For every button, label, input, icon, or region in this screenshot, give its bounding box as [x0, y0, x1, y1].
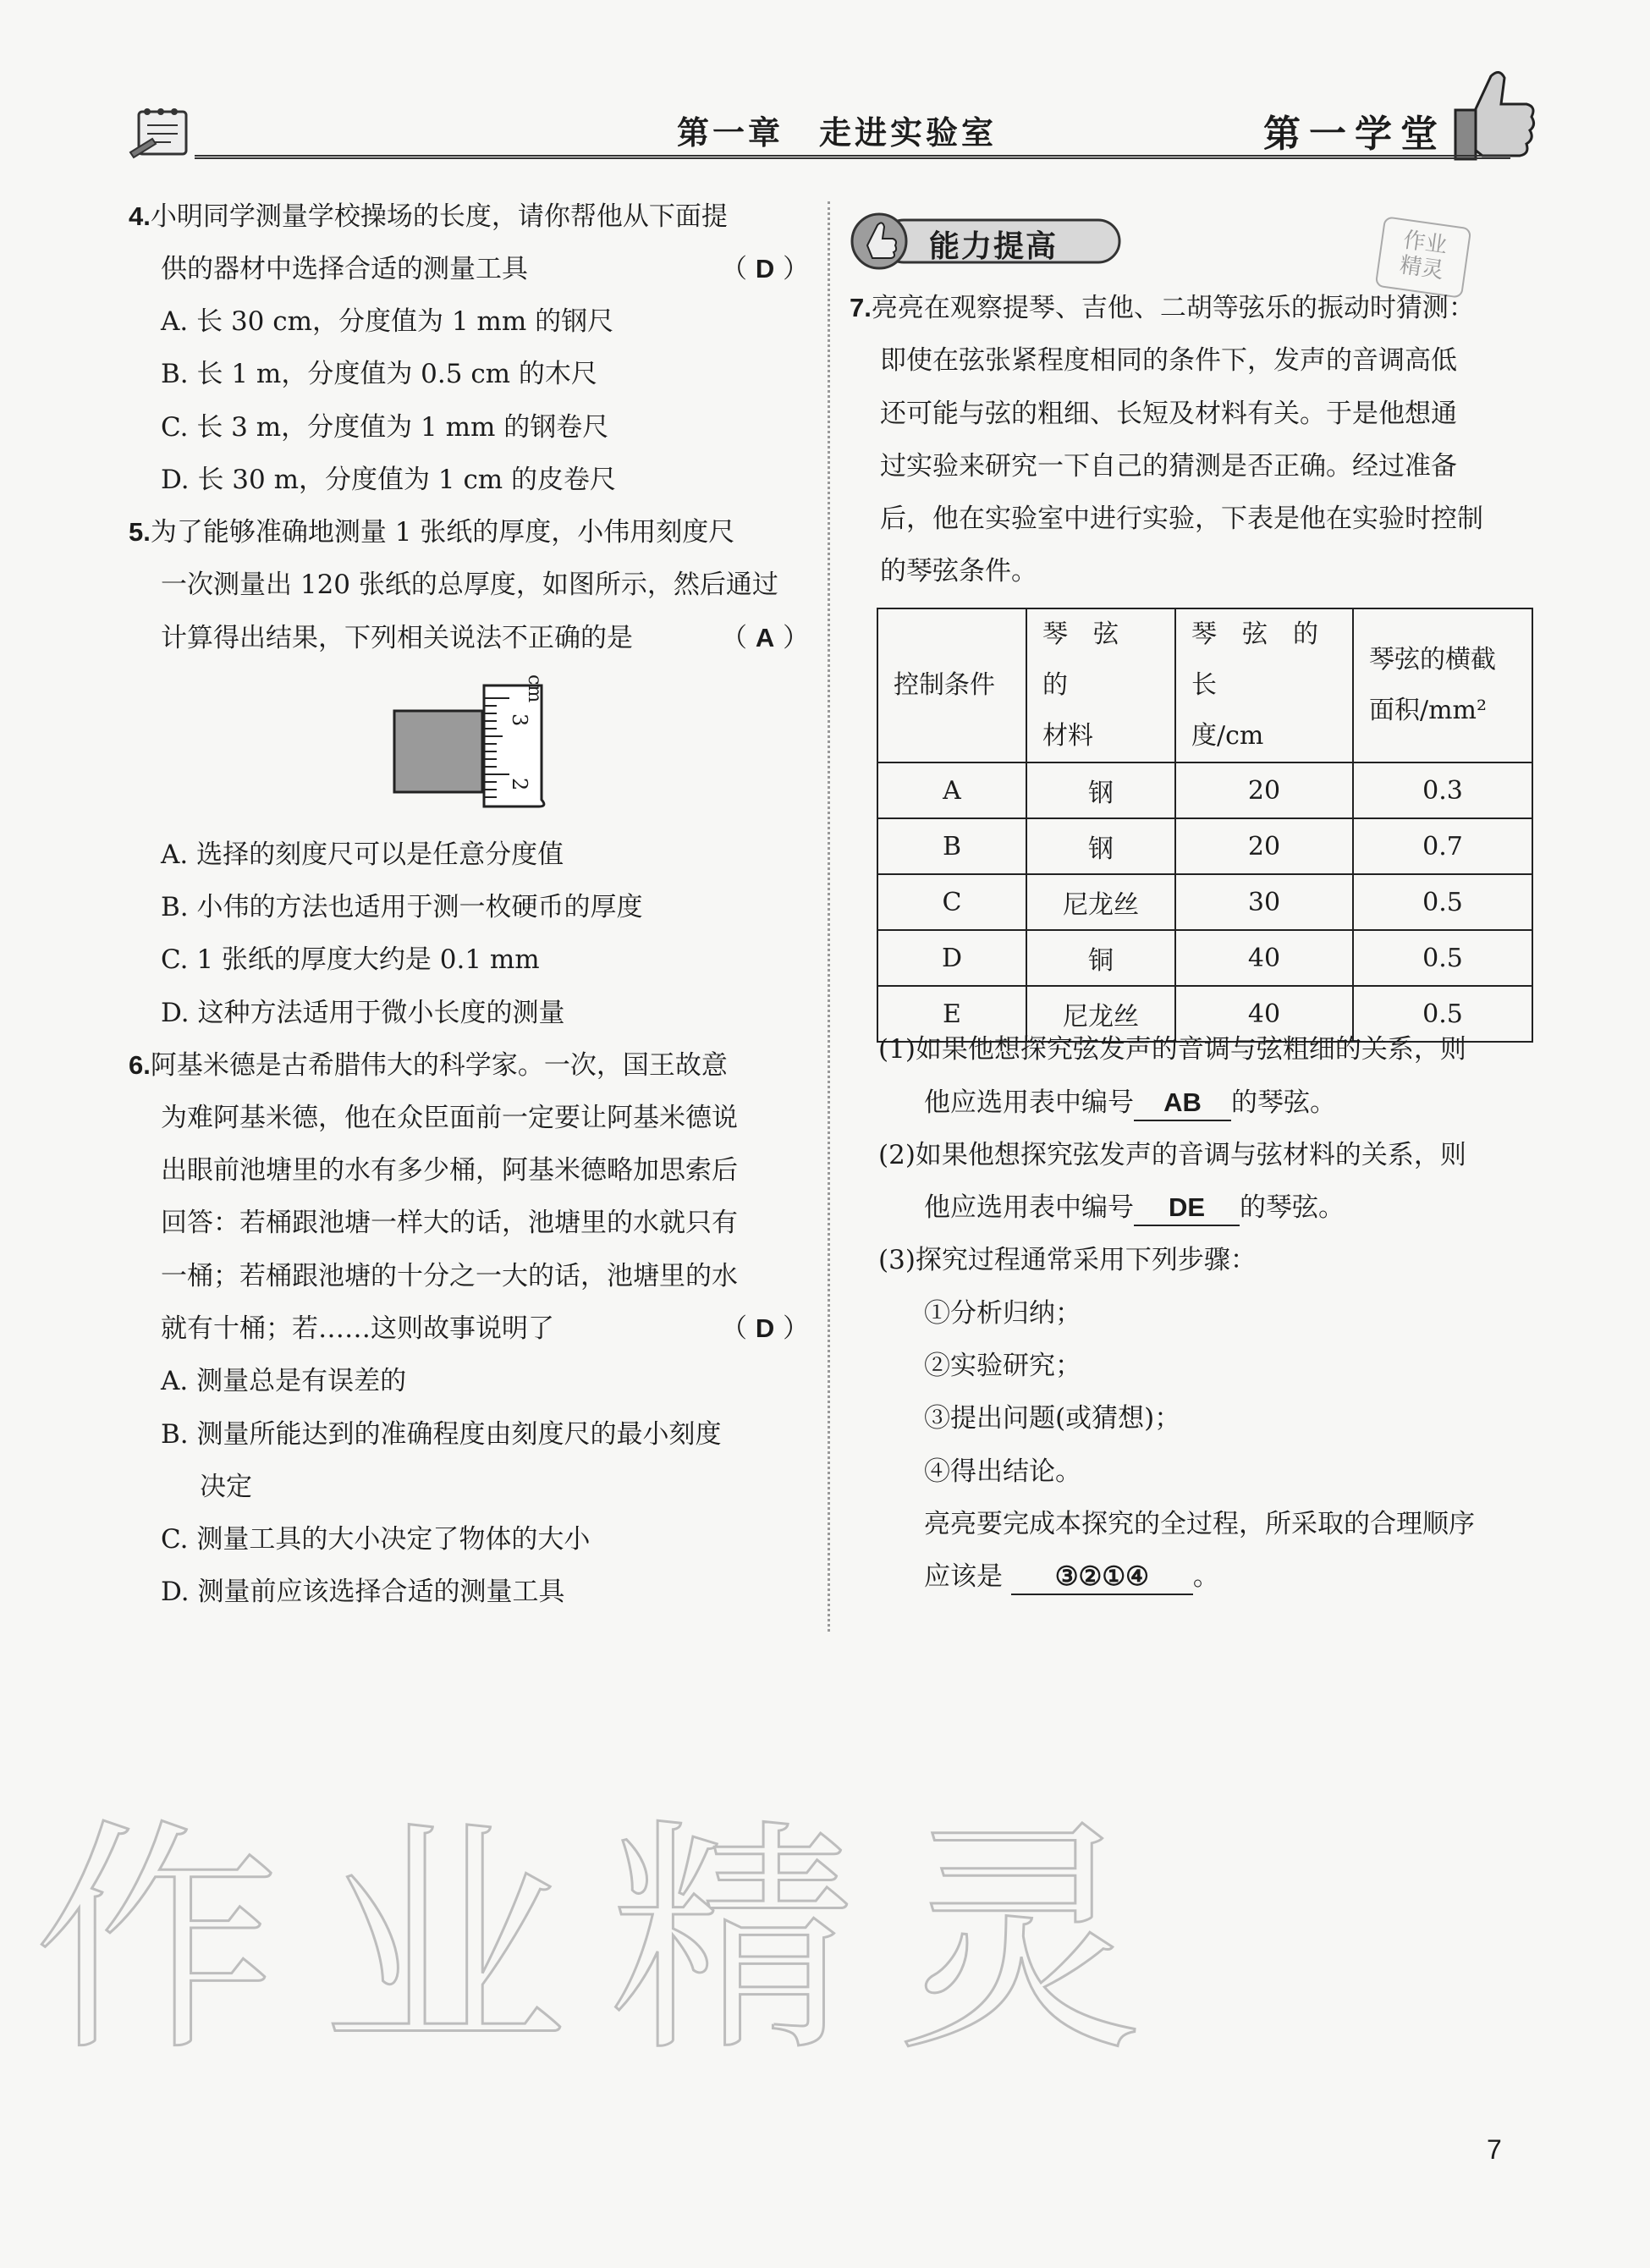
table-cell: 40 — [1175, 986, 1353, 1042]
string-conditions-table — [877, 608, 1533, 1043]
q7-sub2-line-2: 他应选用表中编号 DE 的琴弦。 — [924, 1191, 1345, 1226]
q4-option-b: B. 长 1 m，分度值为 0.5 cm 的木尺 — [161, 359, 597, 389]
q7-sub3-line-3: 应该是 ③②①④ 。 — [924, 1560, 1219, 1595]
q6-line-1: 6.阿基米德是古希腊伟大的科学家。一次，国王故意 — [129, 1050, 728, 1081]
table-row — [877, 762, 1532, 818]
q5-number: 5. — [129, 517, 151, 547]
q5-line-2: 一次测量出 120 张纸的总厚度，如图所示，然后通过 — [161, 570, 778, 600]
watermark: 作业精灵 — [34, 1799, 1185, 2084]
q7-number: 7. — [850, 293, 872, 322]
q7-sub2-line-1: (2)如果他想探究弦发声的音调与弦材料的关系，则 — [878, 1140, 1466, 1170]
ruler-mark-2: 2 — [508, 778, 531, 791]
brand-title: 第一学堂 — [1263, 113, 1446, 156]
table-cell: 40 — [1175, 930, 1353, 986]
table-cell: 铜 — [1026, 930, 1175, 986]
q6-number: 6. — [129, 1050, 151, 1080]
table-header-cell: 琴弦的横截 面积/mm² — [1353, 608, 1532, 762]
q7-sub3-line-2: 亮亮要完成本探究的全过程，所采取的合理顺序 — [924, 1509, 1475, 1539]
table-cell: D — [877, 930, 1026, 986]
q6-answer: （ D ） — [721, 1313, 810, 1344]
table-row — [877, 818, 1532, 874]
table-header-row — [877, 608, 1532, 762]
q7-step-4: ④得出结论。 — [924, 1456, 1081, 1487]
table-row — [877, 930, 1532, 986]
table-cell: E — [877, 986, 1026, 1042]
section-badge — [849, 212, 1124, 271]
table-cell: 20 — [1175, 818, 1353, 874]
column-divider — [828, 201, 830, 1632]
q5-line-1: 5.为了能够准确地测量 1 张纸的厚度，小伟用刻度尺 — [129, 517, 735, 548]
table-header-cell: 控制条件 — [877, 608, 1026, 762]
q5-answer: （ A ） — [721, 623, 810, 653]
q7-sub3-answer: ③②①④ — [1011, 1560, 1193, 1595]
q5-option-c: C. 1 张纸的厚度大约是 0.1 mm — [161, 944, 540, 975]
q7-sub2-answer: DE — [1134, 1191, 1240, 1226]
table-cell: 钢 — [1026, 762, 1175, 818]
table-cell: 尼龙丝 — [1026, 874, 1175, 930]
table-cell: 20 — [1175, 762, 1353, 818]
q5-option-b: B. 小伟的方法也适用于测一枚硬币的厚度 — [161, 892, 643, 922]
q7-line-4: 过实验来研究一下自己的猜测是否正确。经过准备 — [880, 451, 1457, 482]
section-badge-label: 能力提高 — [929, 229, 1059, 264]
table-cell: 0.3 — [1353, 762, 1532, 818]
q6-line-2: 为难阿基米德，他在众臣面前一定要让阿基米德说 — [161, 1103, 738, 1133]
q6-option-b-cont: 决定 — [200, 1472, 252, 1502]
table-cell: A — [877, 762, 1026, 818]
q4-answer: （ D ） — [721, 254, 810, 284]
q7-line-3: 还可能与弦的粗细、长短及材料有关。于是他想通 — [880, 399, 1457, 429]
table-cell: 0.7 — [1353, 818, 1532, 874]
q6-line-3: 出眼前池塘里的水有多少桶，阿基米德略加思索后 — [161, 1155, 738, 1186]
q5-option-d: D. 这种方法适用于微小长度的测量 — [161, 998, 565, 1028]
q4-option-a: A. 长 30 cm，分度值为 1 mm 的钢尺 — [161, 306, 614, 337]
q5-option-a: A. 选择的刻度尺可以是任意分度值 — [161, 839, 564, 870]
q7-sub1-line-1: (1)如果他想探究弦发声的音调与弦粗细的关系，则 — [878, 1034, 1466, 1065]
q4-option-d: D. 长 30 m，分度值为 1 cm 的皮卷尺 — [161, 465, 617, 495]
q4-number: 4. — [129, 201, 151, 231]
table-cell: C — [877, 874, 1026, 930]
q7-step-1: ①分析归纳； — [924, 1298, 1081, 1329]
table-cell: 30 — [1175, 874, 1353, 930]
table-cell: 尼龙丝 — [1026, 986, 1175, 1042]
q5-line-3: 计算得出结果，下列相关说法不正确的是 — [161, 623, 633, 653]
table-cell: B — [877, 818, 1026, 874]
q4-option-c: C. 长 3 m，分度值为 1 mm 的钢卷尺 — [161, 412, 609, 443]
q7-sub1-answer: AB — [1134, 1086, 1231, 1121]
table-row — [877, 874, 1532, 930]
q6-line-6: 就有十桶；若……这则故事说明了 — [161, 1313, 554, 1344]
q7-line-5: 后，他在实验室中进行实验，下表是他在实验时控制 — [880, 504, 1483, 534]
table-header-cell: 琴 弦 的 材料 — [1026, 608, 1175, 762]
q6-line-4: 回答：若桶跟池塘一样大的话，池塘里的水就只有 — [161, 1208, 738, 1238]
chapter-title: 第一章 走进实验室 — [677, 113, 998, 151]
q7-sub1-line-2: 他应选用表中编号 AB 的琴弦。 — [924, 1086, 1336, 1121]
stamp-logo — [1375, 216, 1472, 299]
table-header-cell: 琴 弦 的 长 度/cm — [1175, 608, 1353, 762]
ruler-figure — [391, 673, 586, 808]
q7-step-3: ③提出问题(或猜想)； — [924, 1403, 1181, 1434]
q6-option-b: B. 测量所能达到的准确程度由刻度尺的最小刻度 — [161, 1419, 722, 1450]
ruler-unit-label: cm — [524, 674, 545, 703]
ruler-mark-3: 3 — [508, 713, 531, 727]
notebook-icon — [127, 102, 195, 164]
q7-step-2: ②实验研究； — [924, 1351, 1081, 1381]
stamp-text: 作业精灵 — [1398, 227, 1449, 284]
table-cell: 钢 — [1026, 818, 1175, 874]
q4-line-2: 供的器材中选择合适的测量工具 — [161, 254, 528, 284]
q7-line-1: 7.亮亮在观察提琴、吉他、二胡等弦乐的振动时猜测： — [850, 293, 1475, 323]
q6-option-d: D. 测量前应该选择合适的测量工具 — [161, 1577, 565, 1607]
table-cell: 0.5 — [1353, 930, 1532, 986]
page-number: 7 — [1487, 2134, 1502, 2165]
table-cell: 0.5 — [1353, 986, 1532, 1042]
q7-sub3-line-1: (3)探究过程通常采用下列步骤： — [878, 1245, 1257, 1275]
header-rule — [195, 155, 1510, 159]
q6-option-c: C. 测量工具的大小决定了物体的大小 — [161, 1524, 591, 1555]
q6-line-5: 一桶；若桶跟池塘的十分之一大的话，池塘里的水 — [161, 1261, 738, 1291]
table-cell: 0.5 — [1353, 874, 1532, 930]
q6-option-a: A. 测量总是有误差的 — [161, 1366, 407, 1396]
q7-line-2: 即使在弦张紧程度相同的条件下，发声的音调高低 — [880, 345, 1457, 376]
q7-line-6: 的琴弦条件。 — [880, 556, 1037, 586]
q4-line-1: 4.小明同学测量学校操场的长度，请你帮他从下面提 — [129, 201, 728, 232]
